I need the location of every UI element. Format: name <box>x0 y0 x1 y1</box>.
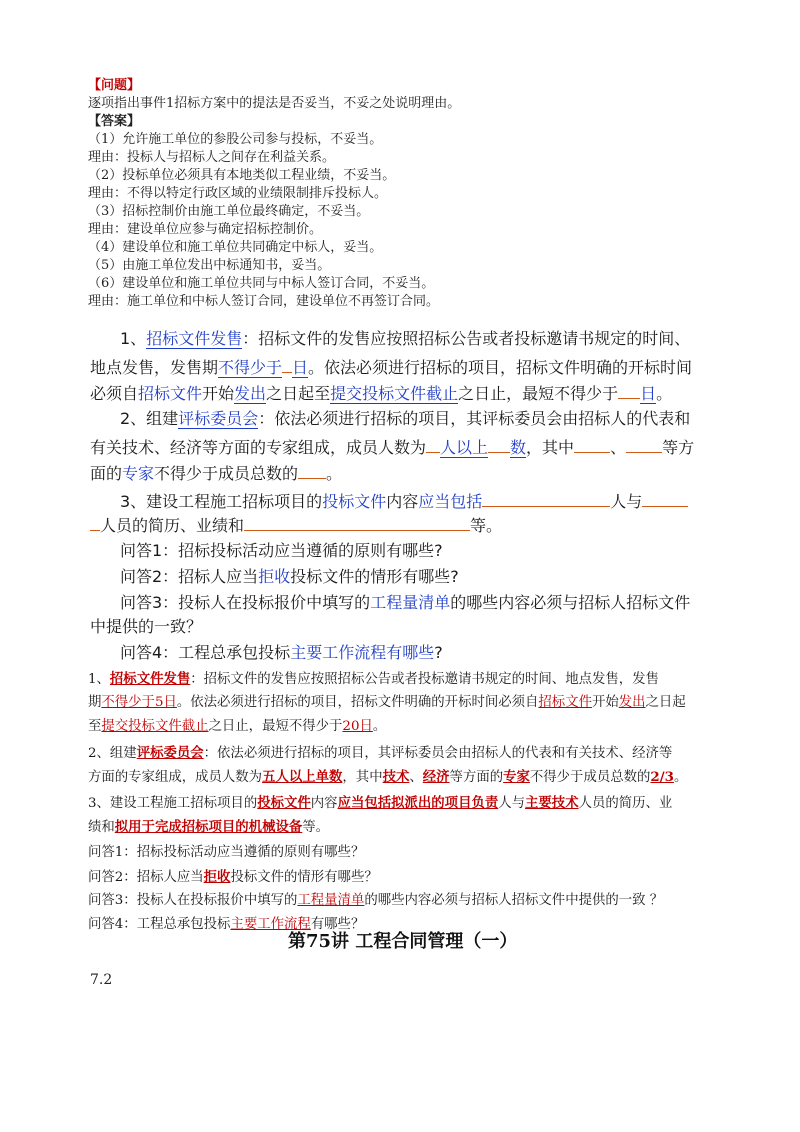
blank-field <box>574 434 610 453</box>
section-number: 7.2 <box>90 972 113 988</box>
answer-paragraph-1-line-3: 至提交投标文件截止之日止，最短不得少于20日。 <box>88 719 387 734</box>
fill-question-1: 问答1：招标投标活动应当遵循的原则有哪些? <box>120 541 443 560</box>
blank-field <box>282 354 292 373</box>
fill-paragraph-1-line-2: 地点发售，发售期不得少于 日。依法必须进行招标的项目，招标文件明确的开标时间 <box>90 354 692 381</box>
fill-paragraph-2-line-2: 有关技术、经济等方面的专家组成，成员人数为 人以上 数，其中 、 等方 <box>90 434 694 461</box>
answer-paragraph-1-line-2: 期不得少于5日。依法必须进行招标的项目，招标文件明确的开标时间必须自招标文件开始发出之日起 <box>88 695 686 710</box>
answer-line: 理由：不得以特定行政区域的业绩限制排斥投标人。 <box>88 186 388 201</box>
blank-field <box>90 512 100 531</box>
blank-field <box>642 488 688 507</box>
answer-paragraph-2-line-2: 方面的专家组成，成员人数为五人以上单数，其中技术、经济等方面的专家不得少于成员总数的2/3。 <box>88 769 688 785</box>
fill-paragraph-2-line-1: 2、组建评标委员会：依法必须进行招标的项目，其评标委员会由招标人的代表和 <box>120 409 691 428</box>
question-text: 逐项指出事件1招标方案中的提法是否妥当，不妥之处说明理由。 <box>88 96 461 111</box>
answer-paragraph-3-line-2: 绩和拟用于完成招标项目的机械设备等。 <box>88 819 330 835</box>
answer-question-1: 问答1：招标投标活动应当遵循的原则有哪些？ <box>88 845 365 860</box>
fill-question-3-cont: 中提供的一致？ <box>90 617 203 636</box>
fill-question-3: 问答3：投标人在投标报价中填写的工程量清单的哪些内容必须与招标人招标文件 <box>120 593 691 612</box>
answer-paragraph-3-line-1: 3、建设工程施工招标项目的投标文件内容应当包括拟派出的项目负责人与主要技术人员的简历、业 <box>88 795 673 811</box>
term-tender-doc-sale: 招标文件发售 <box>146 329 243 348</box>
fill-question-2: 问答2：招标人应当拒收投标文件的情形有哪些? <box>120 567 459 586</box>
fill-paragraph-2-line-3: 面的专家不得少于成员总数的 。 <box>90 460 342 487</box>
term-evaluation-committee: 评标委员会 <box>178 409 259 428</box>
fill-paragraph-3-line-1: 3、建设工程施工招标项目的投标文件内容应当包括 人与 <box>120 488 688 515</box>
answer-line: （4）建设单位和施工单位共同确定中标人，妥当。 <box>88 240 383 255</box>
fill-paragraph-1-line-1: 1、招标文件发售：招标文件的发售应按照招标公告或者投标邀请书规定的时间、 <box>120 329 691 348</box>
answer-question-2: 问答2：招标人应当拒收投标文件的情形有哪些？ <box>88 869 378 885</box>
answer-line: （6）建设单位和施工单位共同与中标人签订合同，不妥当。 <box>88 276 435 291</box>
answer-line: （3）招标控制价由施工单位最终确定，不妥当。 <box>88 204 370 219</box>
answer-line: 理由：投标人与招标人之间存在利益关系。 <box>88 150 336 165</box>
blank-field <box>244 512 470 531</box>
blank-field <box>426 434 440 453</box>
answer-question-3: 问答3：投标人在投标报价中填写的工程量清单的哪些内容必须与招标人招标文件中提供的一致 ？ <box>88 893 664 908</box>
blank-field <box>488 434 510 453</box>
question-header: 【问题】 <box>88 78 141 93</box>
answer-paragraph-2-line-1: 2、组建评标委员会：依法必须进行招标的项目，其评标委员会由招标人的代表和有关技术、经济等 <box>88 745 673 761</box>
lecture-title: 第75讲 工程合同管理（一） <box>288 931 518 952</box>
answer-line: 理由：施工单位和中标人签订合同，建设单位不再签订合同。 <box>88 294 440 309</box>
answer-question-4: 问答4：工程总承包投标主要工作流程有哪些？ <box>88 917 365 932</box>
answer-line: （2）投标单位必须具有本地类似工程业绩，不妥当。 <box>88 168 396 183</box>
answer-header: 【答案】 <box>88 114 141 129</box>
blank-field <box>618 380 640 399</box>
answer-line: 理由：建设单位应参与确定招标控制价。 <box>88 222 323 237</box>
blank-field <box>298 460 326 479</box>
answer-line: （5）由施工单位发出中标通知书，妥当。 <box>88 258 331 273</box>
blank-field <box>482 488 610 507</box>
answer-paragraph-1-line-1: 1、招标文件发售：招标文件的发售应按照招标公告或者投标邀请书规定的时间、地点发售，发售 <box>88 671 659 687</box>
answer-line: （1）允许施工单位的参股公司参与投标，不妥当。 <box>88 132 383 147</box>
fill-question-4: 问答4：工程总承包投标主要工作流程有哪些? <box>120 643 443 662</box>
fill-paragraph-3-line-2: 人员的简历、业绩和 等。 <box>90 512 502 539</box>
blank-field <box>626 434 662 453</box>
fill-paragraph-1-line-3: 必须自招标文件开始发出之日起至提交投标文件截止之日止，最短不得少于 日。 <box>90 380 672 407</box>
